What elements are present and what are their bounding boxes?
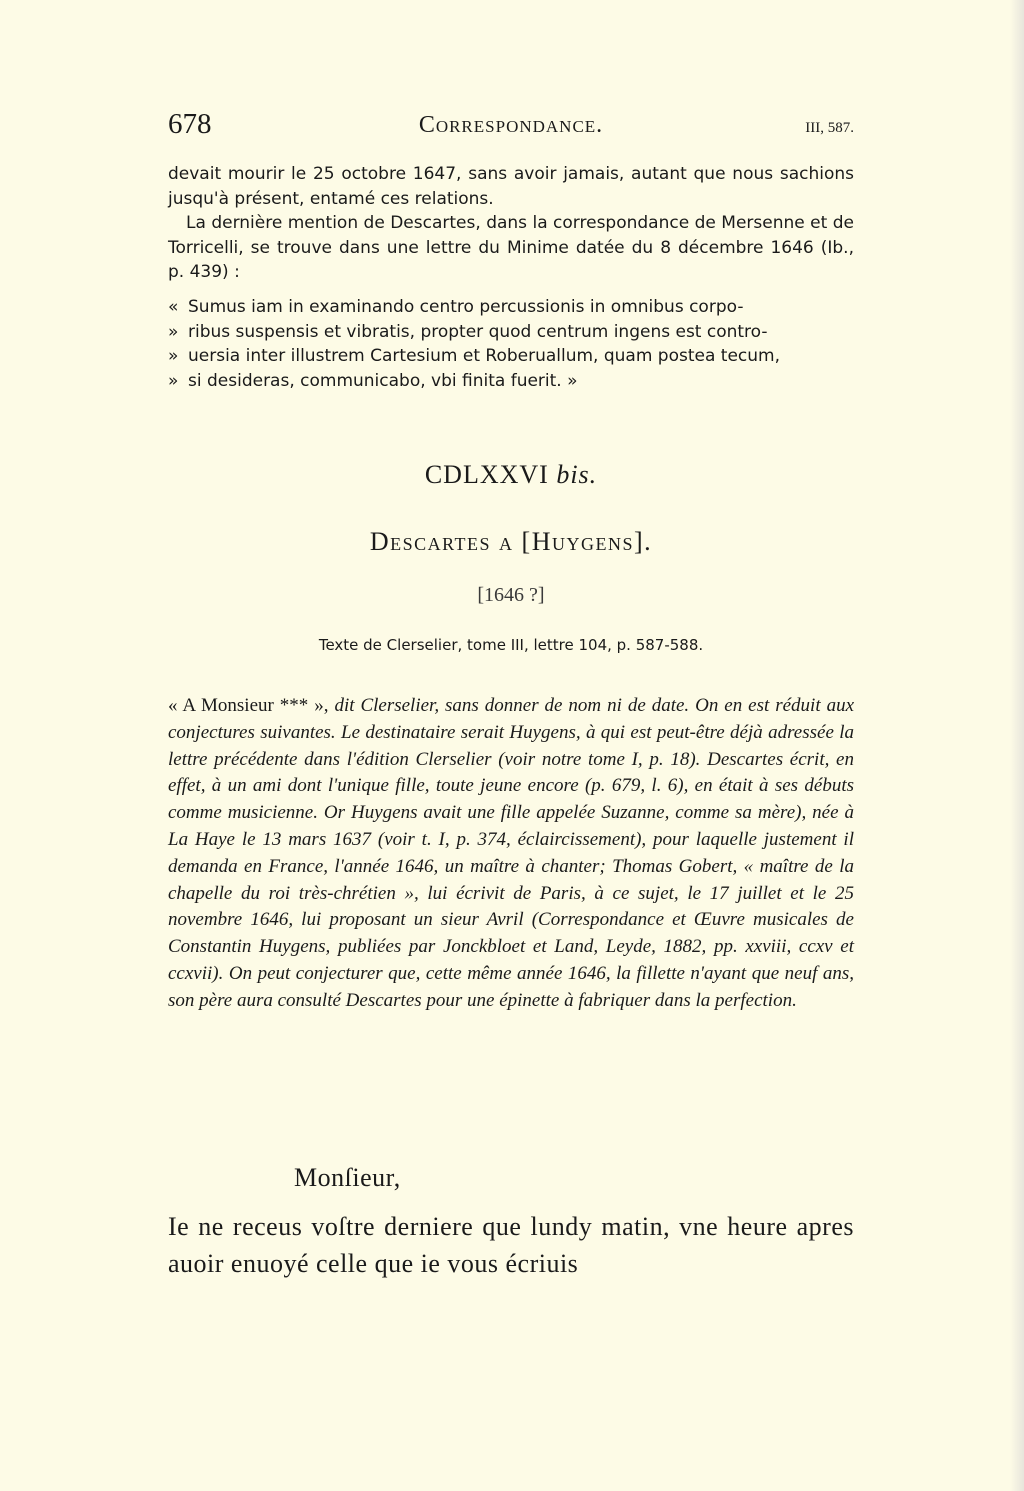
note-text: dit Clerselier, sans donner de nom ni de date. On en est réduit aux conjectures suivantes. Le destinataire serait Huygens, à qui est peut-être déjà adressée la lettre précédente dans l'édition Clerselier (voir notre tome I, p. 18). Descartes écrit, en effet, à un ami dont l'unique fille, toute jeune encore (p. 679, l. 6), en était à ses débuts comme musicienne. Or Huygens avait une fille appelée Suzanne, comme sa mère), née à La Haye le 13 mars 1637 (voir t. I, p. 374, éclaircissement), pour laquelle justement il demanda en France, l'année 1646, un maître à chanter; Thomas Gobert, « maître de la chapelle du roi très-chrétien », lui écrivit de Paris, à ce sujet, le 17 juillet et le 25 novembre 1646, lui proposant un sieur Avril (Correspondance et Œuvre musicales de Constantin Huygens, publiées par Jonckbloet et Land, Leyde, 1882, pp. xxviii, ccxv et ccxvii). On peut conjecturer que, cette même année 1646, la fillette n'ayant que neuf ans, son père aura consulté Descartes pour une épinette à fabriquer dans la perfection. [168,695,854,1011]
letter-number [168,460,854,490]
quote-line [168,320,854,345]
letter-title: Descartes a [Huygens]. [369,527,653,556]
intro-paragraph-1: devait mourir le 25 octobre 1647, sans avoir jamais, autant que nous sachions jusqu'à présent, entamé ces relations. [168,164,854,209]
quote-mark: « [168,297,179,317]
source-line: Texte de Clerselier, tome III, lettre 104, p. 587-588. [318,636,704,654]
letter-number-suffix: bis. [556,460,598,489]
quote-line [168,344,854,369]
quote-mark: » [168,370,179,391]
quote-line-text: ribus suspensis et vibratis, propter quod centrum ingens est contro- [188,321,768,342]
letter-date: [1646 ?] [477,584,545,606]
quote-line-text: Sumus iam in examinando centro percussionis in omnibus corpo- [188,297,744,317]
page-edge-shadow [1010,0,1024,1491]
intro-paragraph-2: La dernière mention de Descartes, dans la correspondance de Mersenne et de Torricelli, se trouve dans une lettre du Minime datée du 8 décembre 1646 (Ib., p. 439) : [168,213,854,282]
intro-section [168,162,854,285]
letter-body-text: Ie ne receus voſtre derniere que lundy matin, vne heure apres auoir enuoyé celle que ie vous écriuis [168,1212,854,1278]
quote-line-text: si desideras, communicabo, vbi finita fuerit. » [188,370,578,391]
running-head: Correspondance. [418,112,604,138]
letter-number-roman: CDLXXVI [424,460,549,489]
editorial-note [168,693,854,1015]
page-header [168,108,854,148]
quote-mark: » [168,321,179,342]
header-reference: III, 587. [805,120,854,136]
quote-line-text: uersia inter illustrem Cartesium et Roberuallum, quam postea tecum, [188,346,781,366]
quote-line [168,369,854,394]
quote-line [168,295,854,320]
latin-quote [168,295,854,393]
salutation: Monſieur, [294,1163,401,1192]
quote-mark: » [168,346,179,366]
page-number: 678 [168,108,212,140]
note-opening: « A Monsieur *** », [168,695,329,716]
